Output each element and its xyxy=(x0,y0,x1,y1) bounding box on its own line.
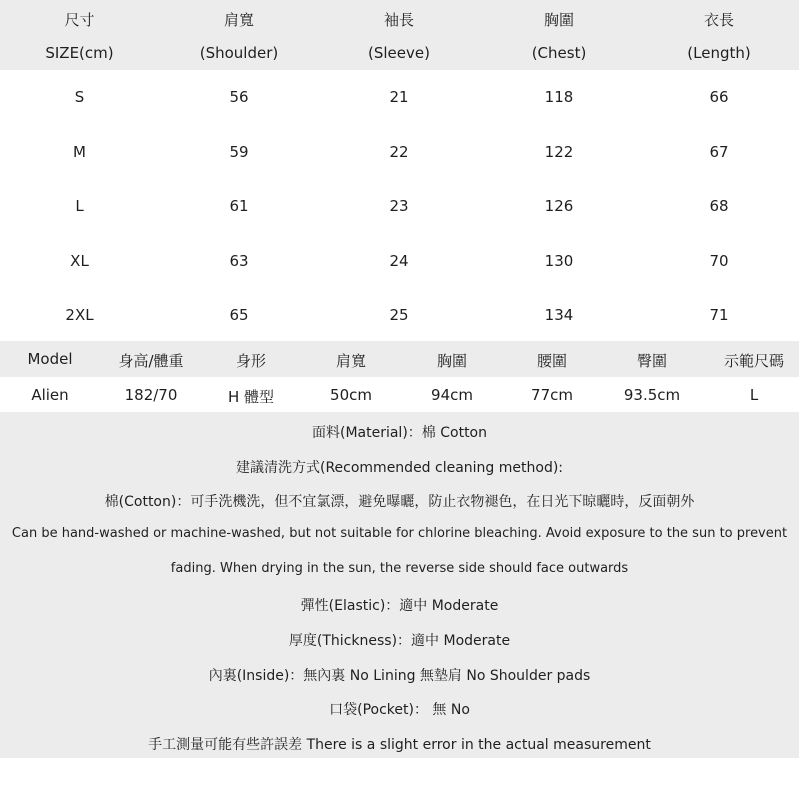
shoulder-value: 59 xyxy=(229,143,249,161)
model-chest: 94cm xyxy=(431,386,473,404)
size-table-header xyxy=(0,0,799,70)
table-row xyxy=(0,252,799,270)
sleeve-value: 25 xyxy=(389,306,409,324)
material-line: 面料(Material)：棉 Cotton xyxy=(311,425,487,441)
shoulder-value: 63 xyxy=(229,252,249,270)
model-hip: 93.5cm xyxy=(623,386,681,404)
size-label: S xyxy=(74,88,85,106)
table-row xyxy=(0,306,799,324)
size-header-zh-row xyxy=(0,9,799,30)
shoulder-value: 61 xyxy=(229,197,249,215)
size-header-en-row xyxy=(0,44,799,62)
chest-value: 134 xyxy=(544,306,574,324)
model-name: Alien xyxy=(31,386,69,404)
table-row xyxy=(0,143,799,161)
shoulder-value: 56 xyxy=(229,88,249,106)
length-value: 71 xyxy=(709,306,729,324)
header-shoulder-en: (Shoulder) xyxy=(199,44,279,62)
model-header-waist: 腰圍 xyxy=(536,352,568,370)
model-header-hip: 臀圍 xyxy=(636,352,668,370)
model-row xyxy=(0,377,799,412)
model-header-model: Model xyxy=(27,350,73,368)
model-header-shoulder: 肩寬 xyxy=(335,352,367,370)
chest-value: 118 xyxy=(544,88,574,106)
table-row xyxy=(0,197,799,215)
product-info xyxy=(0,412,799,758)
chest-value: 122 xyxy=(544,143,574,161)
size-label: L xyxy=(75,197,84,215)
sleeve-value: 23 xyxy=(389,197,409,215)
model-shoulder: 50cm xyxy=(330,386,372,404)
cleaning-en-line-1: Can be hand-washed or machine-washed, but not suitable for chlorine bleaching. Avoid exposure to the sun to prevent xyxy=(11,526,788,541)
thickness-line: 厚度(Thickness)：適中 Moderate xyxy=(288,633,511,649)
sleeve-value: 24 xyxy=(389,252,409,270)
header-chest-en: (Chest) xyxy=(531,44,587,62)
model-header-chest: 胸圍 xyxy=(436,352,468,370)
header-length-zh: 衣長 xyxy=(703,11,734,29)
header-sleeve-zh: 袖長 xyxy=(383,11,414,29)
cleaning-title: 建議清洗方式(Recommended cleaning method): xyxy=(235,460,564,476)
shoulder-value: 65 xyxy=(229,306,249,324)
header-sleeve-en: (Sleeve) xyxy=(368,44,430,62)
size-label: 2XL xyxy=(65,306,94,324)
model-table-header xyxy=(0,341,799,377)
model-header-size: 示範尺碼 xyxy=(723,352,785,370)
length-value: 68 xyxy=(709,197,729,215)
length-value: 70 xyxy=(709,252,729,270)
model-height-weight: 182/70 xyxy=(124,386,178,404)
cleaning-en-line-2: fading. When drying in the sun, the reverse side should face outwards xyxy=(170,561,629,576)
header-size-en: SIZE(cm) xyxy=(45,44,114,62)
header-chest-zh: 胸圍 xyxy=(543,11,574,29)
sleeve-value: 22 xyxy=(389,143,409,161)
header-size-zh: 尺寸 xyxy=(64,11,95,29)
header-shoulder-zh: 肩寬 xyxy=(223,11,254,29)
inside-line: 內裏(Inside)：無內裏 No Lining 無墊肩 No Shoulder pads xyxy=(208,668,591,684)
chest-value: 130 xyxy=(544,252,574,270)
model-waist: 77cm xyxy=(531,386,573,404)
length-value: 66 xyxy=(709,88,729,106)
model-body-type: H 體型 xyxy=(227,388,275,406)
size-label: M xyxy=(73,143,86,161)
chest-value: 126 xyxy=(544,197,574,215)
model-header-body-type: 身形 xyxy=(235,352,267,370)
measurement-note: 手工測量可能有些許誤差 There is a slight error in the actual measurement xyxy=(148,737,651,753)
model-header-height-weight: 身高/體重 xyxy=(118,352,184,370)
sleeve-value: 21 xyxy=(389,88,409,106)
size-label: XL xyxy=(70,252,89,270)
cleaning-zh: 棉(Cotton)：可手洗機洗，但不宜氯漂，避免曝曬，防止衣物褪色，在日光下晾曬時，反面朝外 xyxy=(104,494,695,510)
pocket-line: 口袋(Pocket)： 無 No xyxy=(329,702,470,718)
header-length-en: (Length) xyxy=(687,44,751,62)
length-value: 67 xyxy=(709,143,729,161)
model-size: L xyxy=(749,386,759,404)
table-row xyxy=(0,88,799,106)
elastic-line: 彈性(Elastic)：適中 Moderate xyxy=(300,598,499,614)
